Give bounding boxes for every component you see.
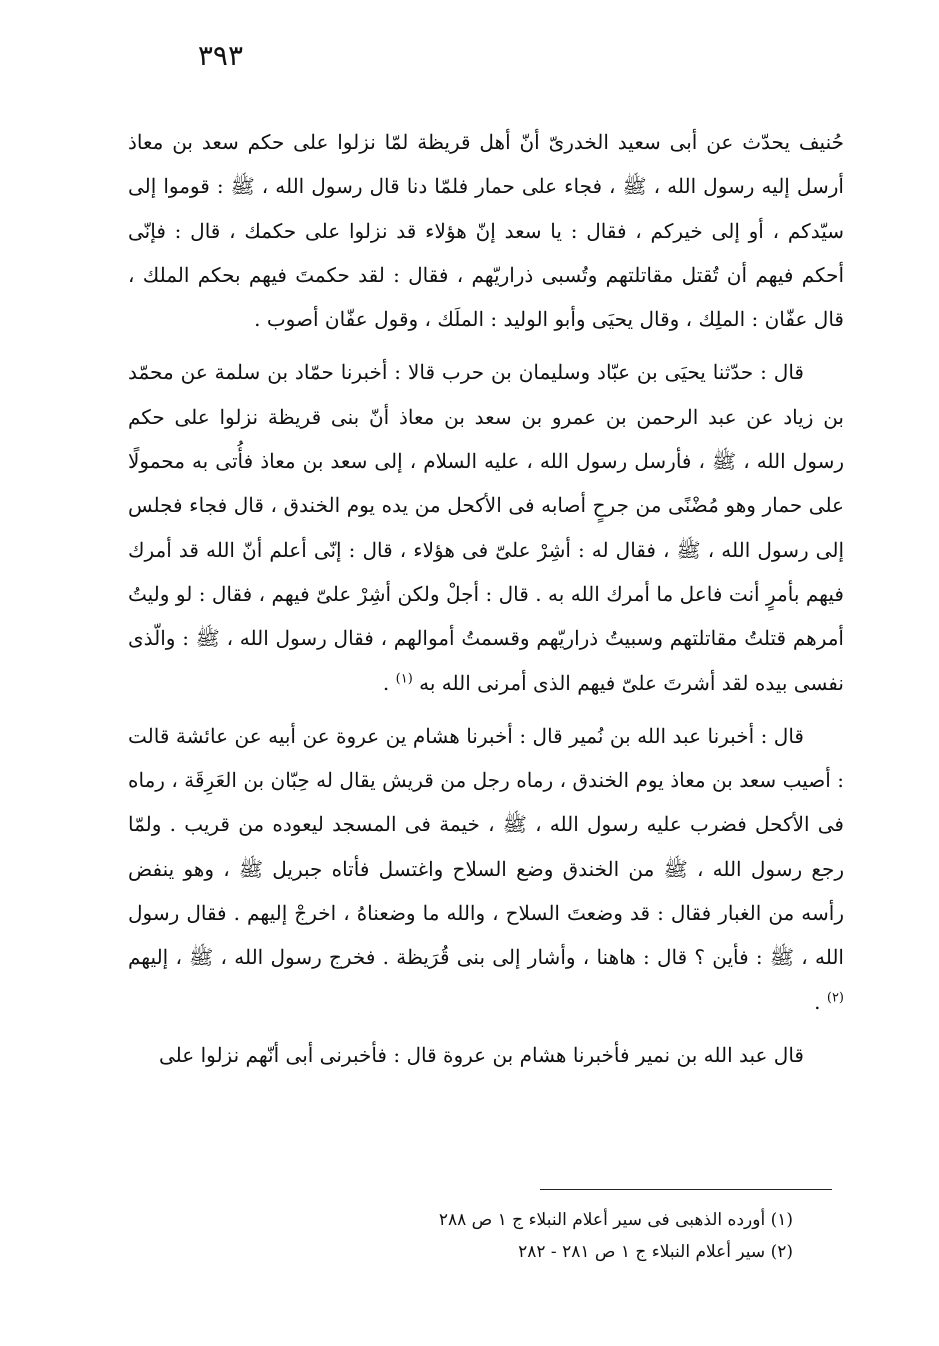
- footnotes: [193, 1204, 793, 1268]
- footnote-1: (١) أورده الذهبى فى سير أعلام النبلاء ج ١ ص ٢٨٨: [438, 1210, 793, 1230]
- paragraph-3-tail: .: [814, 989, 827, 1014]
- paragraph-2-text: قال : حدّثنا يحيَى بن عبّاد وسليمان بن حرب قالا : أخبرنا حمّاد بن سلمة عن محمّد بن زياد عن عبد الرحمن بن عمرو بن سعد بن معاذ أنّ بنى قريظة نزلوا على حكم رسول الله ، ﷺ ، فأرسل رسول الله ، عليه السلام ، إلى سعد بن معاذ فأُتى به محمولًا على حمار وهو مُضْنًى من جرحٍ أصابه فى الأكحل من يده يوم الخندق ، قال فجاء فجلس إلى رسول الله ، ﷺ ، فقال له : أشِرْ علىّ فى هؤلاء ، قال : إنّى أعلم أنّ الله قد أمرك فيهم بأمرٍ أنت فاعل ما أمرك الله به . قال : أجلْ ولكن أشِرْ علىّ فيهم ، فقال : لو وليتُ أمرهم قتلتُ مقاتلتهم وسبيتُ ذراريّهم وقسمتُ أموالهم ، فقال رسول الله ، ﷺ : والّذى نفسى بيده لقد أشرتَ علىّ فيهم الذى أمرنى الله به: [128, 360, 844, 695]
- paragraph-4: [128, 1033, 844, 1077]
- main-text: [128, 120, 844, 1086]
- paragraph-2: [128, 350, 844, 704]
- paragraph-4-text: قال عبد الله بن نمير فأخبرنا هشام بن عروة قال : فأخبرنى أبى أنّهم نزلوا على: [158, 1042, 804, 1067]
- footnote-divider: [540, 1189, 832, 1190]
- footnote-ref-1: (١): [395, 670, 413, 686]
- paragraph-3: [128, 714, 844, 1024]
- page-number: ٣٩٣: [197, 39, 243, 72]
- footnote-2: (٢) سير أعلام النبلاء ج ١ ص ٢٨١ - ٢٨٢: [518, 1242, 793, 1262]
- paragraph-2-tail: .: [382, 670, 396, 695]
- paragraph-1-text: حُنيف يحدّث عن أبى سعيد الخدرىّ أنّ أهل قريظة لمّا نزلوا على حكم سعد بن معاذ أرسل إليه رسول الله ، ﷺ ، فجاء على حمار فلمّا دنا قال رسول الله ، ﷺ : قوموا إلى سيّدكم ، أو إلى خيركم ، فقال : يا سعد إنّ هؤلاء قد نزلوا على حكمك ، قال : فإنّى أحكم فيهم أن تُقتل مقاتلتهم وتُسبى ذراريّهم ، فقال : لقد حكمتَ فيهم بحكم الملك ، قال عفّان : الملِك ، وقال يحيَى وأبو الوليد : الملَك ، وقول عفّان أصوب .: [128, 130, 844, 332]
- footnote-ref-2: (٢): [826, 989, 844, 1005]
- paragraph-1: [128, 120, 844, 341]
- paragraph-3-text: قال : أخبرنا عبد الله بن نُمير قال : أخبرنا هشام ين عروة عن أبيه عن عائشة قالت : أصيب سعد بن معاذ يوم الخندق ، رماه رجل من قريش يقال له حِبّان بن العَرِقَة ، رماه فى الأكحل فضرب عليه رسول الله ، ﷺ ، خيمة فى المسجد ليعوده من قريب . ولمّا رجع رسول الله ، ﷺ من الخندق وضع السلاح واغتسل فأتاه جبريل ﷺ ، وهو ينفض رأسه من الغبار فقال : قد وضعتَ السلاح ، والله ما وضعناهُ ، اخرجْ إليهم . فقال رسول الله ، ﷺ : فأين ؟ قال : هاهنا ، وأشار إلى بنى قُرَيظة . فخرج رسول الله ، ﷺ ، إليهم: [128, 723, 845, 970]
